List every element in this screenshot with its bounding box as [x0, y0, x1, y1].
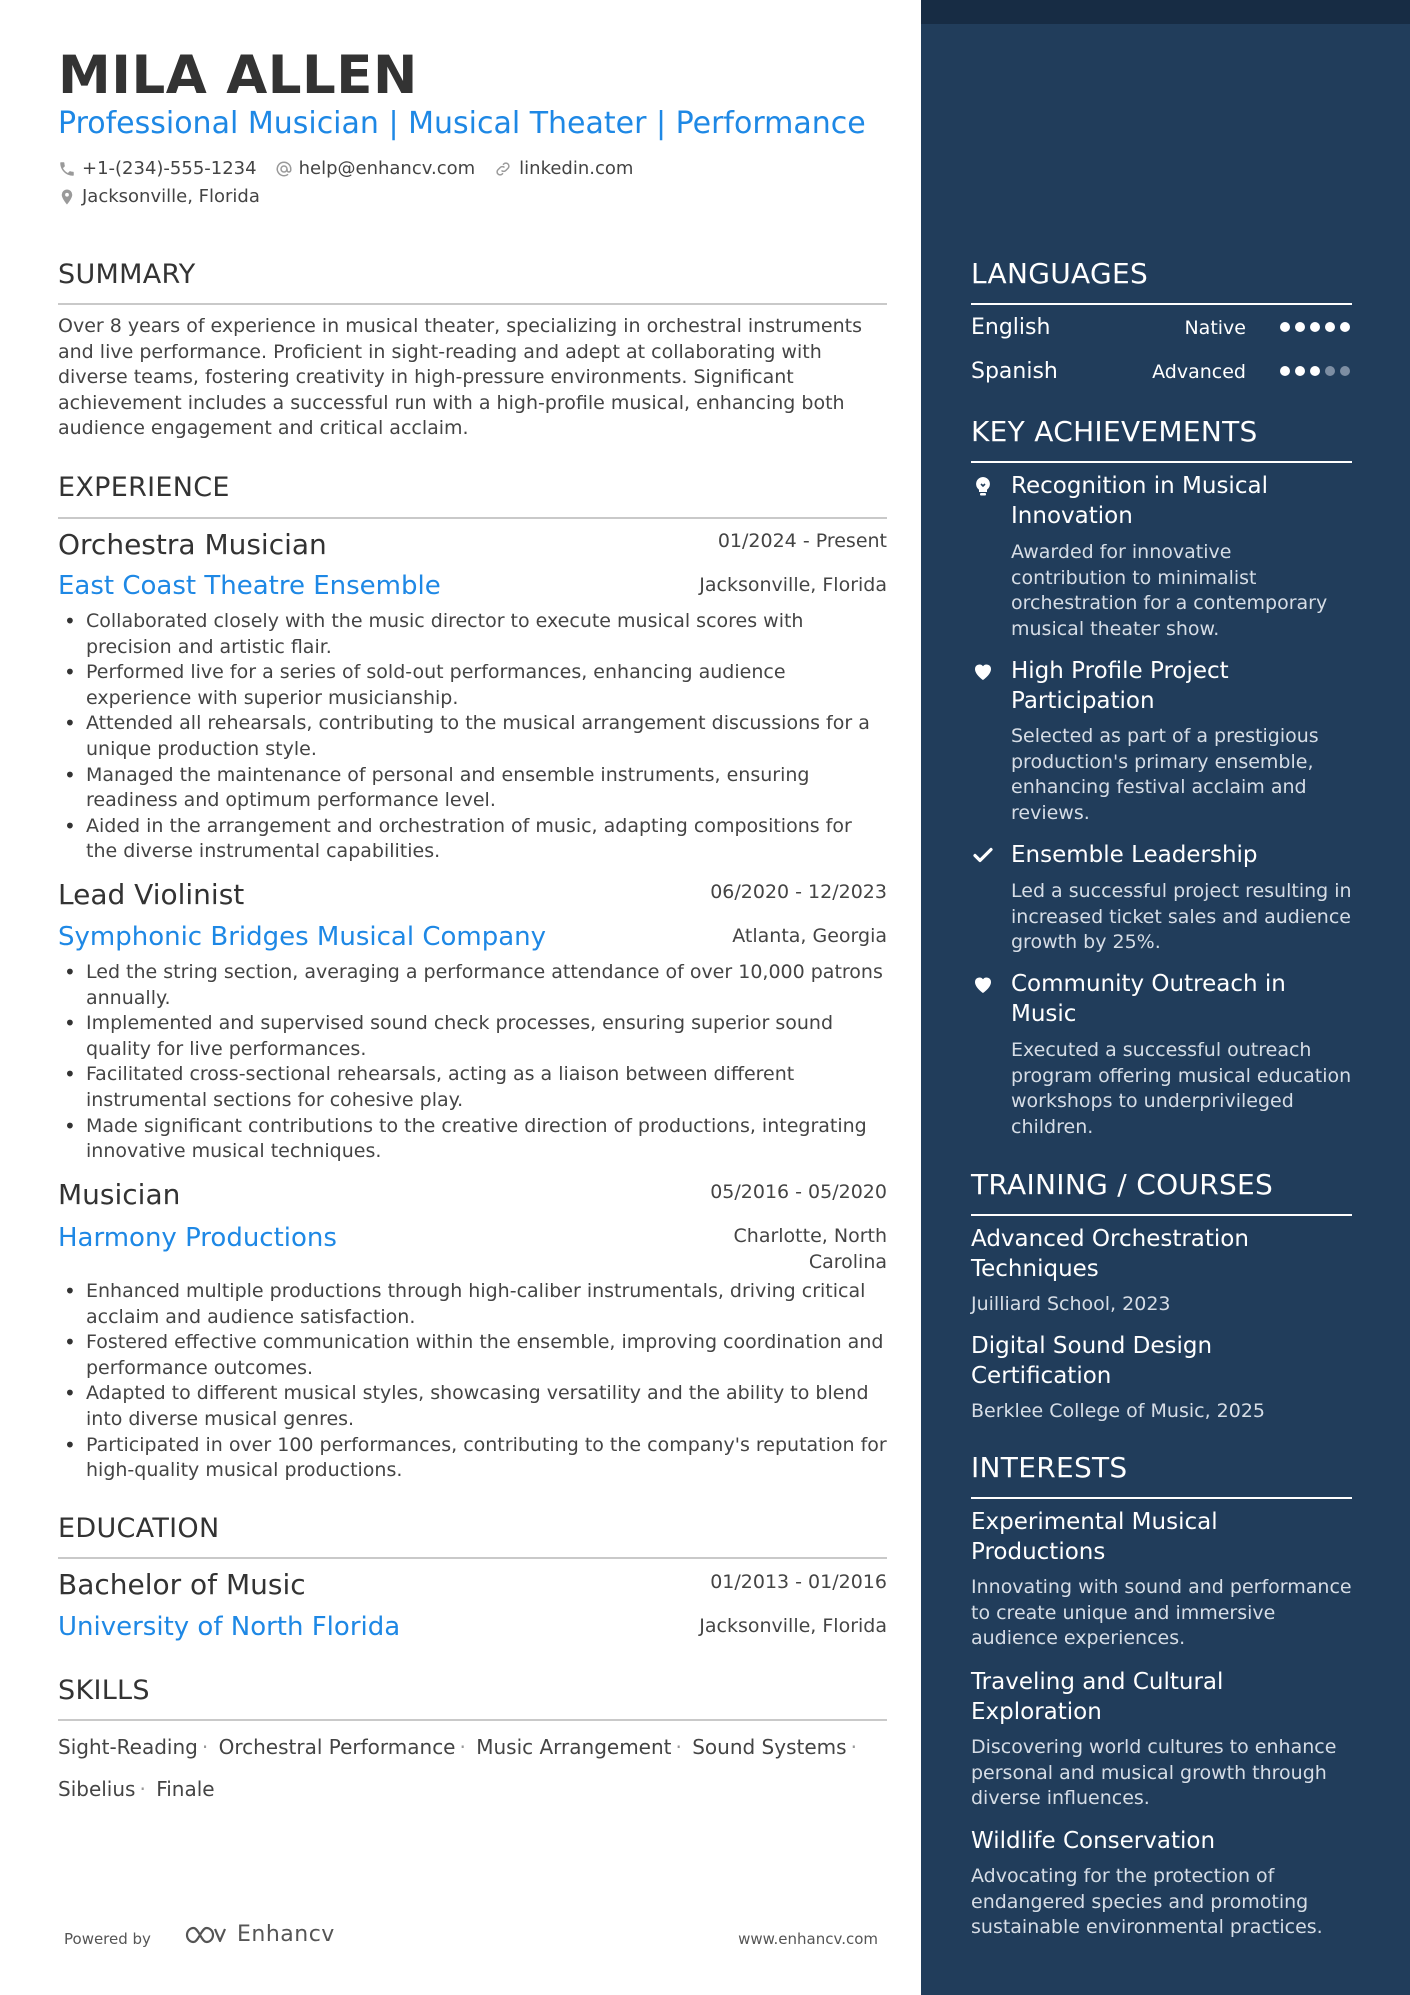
link-icon: [493, 160, 513, 178]
course-provider: Juilliard School, 2023: [971, 1293, 1171, 1315]
powered-by-label: Powered by: [64, 1930, 151, 1948]
course-title-line: Certification: [971, 1363, 1112, 1389]
list-item: • Led the string section, averaging a performance attendance of over 10,000 patrons annually.: [58, 960, 887, 1011]
course-title-line: Digital Sound Design: [971, 1333, 1213, 1359]
phone-contact[interactable]: [58, 157, 257, 181]
course-title-line: Techniques: [971, 1256, 1099, 1282]
candidate-name: MILA ALLEN: [58, 45, 418, 106]
job-dates: 06/2020 - 12/2023: [710, 881, 887, 903]
list-item: • Facilitated cross-sectional rehearsals, acting as a liaison between different instrumental sections for cohesive play.: [58, 1062, 887, 1113]
languages-heading: LANGUAGES: [971, 257, 1149, 290]
email-text: help@enhancv.com: [298, 158, 476, 179]
achievements-divider: [971, 461, 1352, 463]
achievement-description: Executed a successful outreach program offering musical education workshops to underprivileged children.: [1011, 1039, 1352, 1138]
rating-dot: [1340, 322, 1350, 332]
education-divider: [58, 1557, 887, 1559]
language-name: English: [971, 315, 1051, 340]
heart-icon: [971, 972, 995, 996]
experience-heading: EXPERIENCE: [58, 472, 230, 503]
heart-icon: [971, 659, 995, 683]
job-location-line: Carolina: [808, 1250, 887, 1273]
course-title: [971, 1224, 1352, 1284]
job-dates: 01/2024 - Present: [717, 530, 887, 552]
job-bullets: [58, 1279, 887, 1484]
rating-dot: [1280, 322, 1290, 332]
interest-title: Wildlife Conservation: [971, 1828, 1216, 1854]
achievement-title: [1011, 471, 1352, 531]
location-contact: [58, 185, 260, 209]
list-item: • Collaborated closely with the music director to execute musical scores with precision and artistic flair.: [58, 609, 887, 660]
rating-dot: [1310, 366, 1320, 376]
rating-dot: [1280, 366, 1290, 376]
phone-icon: [58, 160, 76, 178]
list-item: • Fostered effective communication within the ensemble, improving coordination and performance outcomes.: [58, 1330, 887, 1381]
achievement-title-line: Recognition in Musical: [1011, 473, 1268, 499]
course-title-line: Advanced Orchestration: [971, 1226, 1249, 1252]
skill-item: Sound Systems: [692, 1735, 847, 1759]
job-company[interactable]: East Coast Theatre Ensemble: [58, 571, 441, 601]
language-level: Native: [1184, 317, 1246, 339]
rating-dot: [1295, 322, 1305, 332]
job-company[interactable]: Symphonic Bridges Musical Company: [58, 922, 547, 952]
list-item: • Managed the maintenance of personal and ensemble instruments, ensuring readiness and optimum performance level.: [58, 763, 887, 814]
school-name[interactable]: University of North Florida: [58, 1612, 401, 1642]
list-item: • Aided in the arrangement and orchestration of music, adapting compositions for the diverse instrumental capabilities.: [58, 814, 887, 865]
main-column: [58, 0, 887, 1995]
email-contact[interactable]: [275, 157, 476, 181]
list-item: • Adapted to different musical styles, showcasing versatility and the ability to blend into diverse musical genres.: [58, 1381, 887, 1432]
achievement-title: [1011, 656, 1352, 716]
rating-dot: [1325, 322, 1335, 332]
linkedin-text: linkedin.com: [519, 158, 634, 179]
interests-divider: [971, 1497, 1352, 1499]
job-company[interactable]: Harmony Productions: [58, 1223, 337, 1253]
achievement-description: Selected as part of a prestigious production's primary ensemble, enhancing festival acclaim and reviews.: [1011, 725, 1319, 824]
rating-dot: [1310, 322, 1320, 332]
linkedin-contact[interactable]: [493, 157, 633, 181]
skills-list: Sight-Reading · Orchestral Performance · Music Arrangement · Sound Systems · Sibelius · Finale: [58, 1735, 857, 1801]
course-provider: Berklee College of Music, 2025: [971, 1400, 1266, 1422]
sidebar-top-band: [921, 0, 1410, 24]
education-location: Jacksonville, Florida: [699, 1615, 887, 1637]
training-divider: [971, 1214, 1352, 1216]
education-dates: 01/2013 - 01/2016: [710, 1571, 887, 1593]
interest-description: Discovering world cultures to enhance personal and musical growth through diverse influences.: [971, 1736, 1337, 1810]
skill-item: Orchestral Performance: [218, 1735, 456, 1759]
language-rating: [1275, 322, 1350, 332]
achievements-heading: KEY ACHIEVEMENTS: [971, 415, 1258, 448]
job-title: Orchestra Musician: [58, 528, 327, 561]
skills-heading: SKILLS: [58, 1675, 150, 1706]
interest-title-line: Experimental Musical: [971, 1509, 1218, 1535]
achievement-description: Awarded for innovative contribution to minimalist orchestration for a contemporary musical theater show.: [1011, 541, 1328, 640]
summary-heading: SUMMARY: [58, 259, 196, 290]
summary-divider: [58, 303, 887, 305]
interest-description: Advocating for the protection of endangered species and promoting sustainable environmental practices.: [971, 1865, 1323, 1939]
enhancv-brand-text: Enhancv: [237, 1922, 335, 1947]
language-rating: [1275, 366, 1350, 376]
summary-text: Over 8 years of experience in musical theater, specializing in orchestral instruments and live performance. Proficient in sight-reading and adept at collaborating with diverse teams, fostering creativity in high-pressure environments. Significant achievement includes a successful run with a high-profile musical, enhancing both audience engagement and critical acclaim.: [58, 315, 863, 440]
skill-item: Sight-Reading: [58, 1735, 198, 1759]
job-bullets: [58, 960, 887, 1165]
course-title: [971, 1331, 1352, 1391]
language-row: [971, 357, 1352, 387]
candidate-headline: Professional Musician | Musical Theater | Performance: [58, 106, 866, 141]
interests-heading: INTERESTS: [971, 1451, 1128, 1484]
location-pin-icon: [58, 187, 76, 207]
degree-title: Bachelor of Music: [58, 1568, 306, 1601]
interest-title-line: Productions: [971, 1539, 1106, 1565]
skill-item: Finale: [156, 1777, 215, 1801]
training-heading: TRAINING / COURSES: [971, 1168, 1274, 1201]
experience-divider: [58, 517, 887, 519]
skill-item: Sibelius: [58, 1777, 136, 1801]
interest-title: [971, 1507, 1352, 1567]
language-name: Spanish: [971, 359, 1058, 384]
location-row: [58, 185, 278, 209]
sidebar: [921, 0, 1410, 1995]
job-location: [734, 1224, 887, 1275]
contact-row: [58, 157, 651, 181]
job-location-line: Charlotte, North: [733, 1225, 887, 1247]
interest-description: Innovating with sound and performance to create unique and immersive audience experiences.: [971, 1576, 1352, 1650]
job-title: Lead Violinist: [58, 878, 245, 911]
enhancv-logo-icon: [183, 1923, 229, 1947]
phone-text: +1-(234)-555-1234: [82, 158, 257, 179]
rating-dot: [1340, 366, 1350, 376]
achievement-title-line: Participation: [1011, 688, 1155, 714]
list-item: • Enhanced multiple productions through high-caliber instrumentals, driving critical acclaim and audience satisfaction.: [58, 1279, 887, 1330]
list-item: • Attended all rehearsals, contributing to the musical arrangement discussions for a unique production style.: [58, 711, 887, 762]
list-item: • Performed live for a series of sold-out performances, enhancing audience experience with superior musicianship.: [58, 660, 887, 711]
list-item: • Made significant contributions to the creative direction of productions, integrating innovative musical techniques.: [58, 1114, 887, 1165]
skills-divider: [58, 1719, 887, 1721]
job-dates: 05/2016 - 05/2020: [710, 1181, 887, 1203]
enhancv-logo[interactable]: [183, 1922, 335, 1947]
achievement-title-line: Music: [1011, 1001, 1077, 1027]
achievement-title: Ensemble Leadership: [1011, 842, 1258, 868]
interest-title: [971, 1667, 1352, 1727]
interest-title-line: Traveling and Cultural: [971, 1669, 1224, 1695]
rating-dot: [1295, 366, 1305, 376]
location-text: Jacksonville, Florida: [82, 186, 260, 207]
skill-item: Music Arrangement: [476, 1735, 672, 1759]
job-location: Jacksonville, Florida: [699, 574, 887, 596]
lightbulb-icon: [971, 474, 995, 498]
achievement-title: [1011, 969, 1352, 1029]
achievement-title-line: High Profile Project: [1011, 658, 1229, 684]
checkmark-icon: [971, 843, 995, 867]
job-title: Musician: [58, 1178, 181, 1211]
achievement-description: Led a successful project resulting in increased ticket sales and audience growth by 25%.: [1011, 880, 1352, 954]
achievement-title-line: Community Outreach in: [1011, 971, 1286, 997]
job-location: Atlanta, Georgia: [732, 925, 887, 947]
language-level: Advanced: [1152, 361, 1246, 383]
list-item: • Implemented and supervised sound check processes, ensuring superior sound quality for live performances.: [58, 1011, 887, 1062]
language-row: [971, 313, 1352, 343]
interest-title-line: Exploration: [971, 1699, 1102, 1725]
achievement-title-line: Innovation: [1011, 503, 1133, 529]
list-item: • Participated in over 100 performances, contributing to the company's reputation for high-quality musical productions.: [58, 1433, 887, 1484]
footer-url[interactable]: www.enhancv.com: [738, 1930, 878, 1948]
job-bullets: [58, 609, 887, 865]
at-icon: [275, 160, 293, 178]
languages-divider: [971, 303, 1352, 305]
rating-dot: [1325, 366, 1335, 376]
education-heading: EDUCATION: [58, 1513, 220, 1544]
